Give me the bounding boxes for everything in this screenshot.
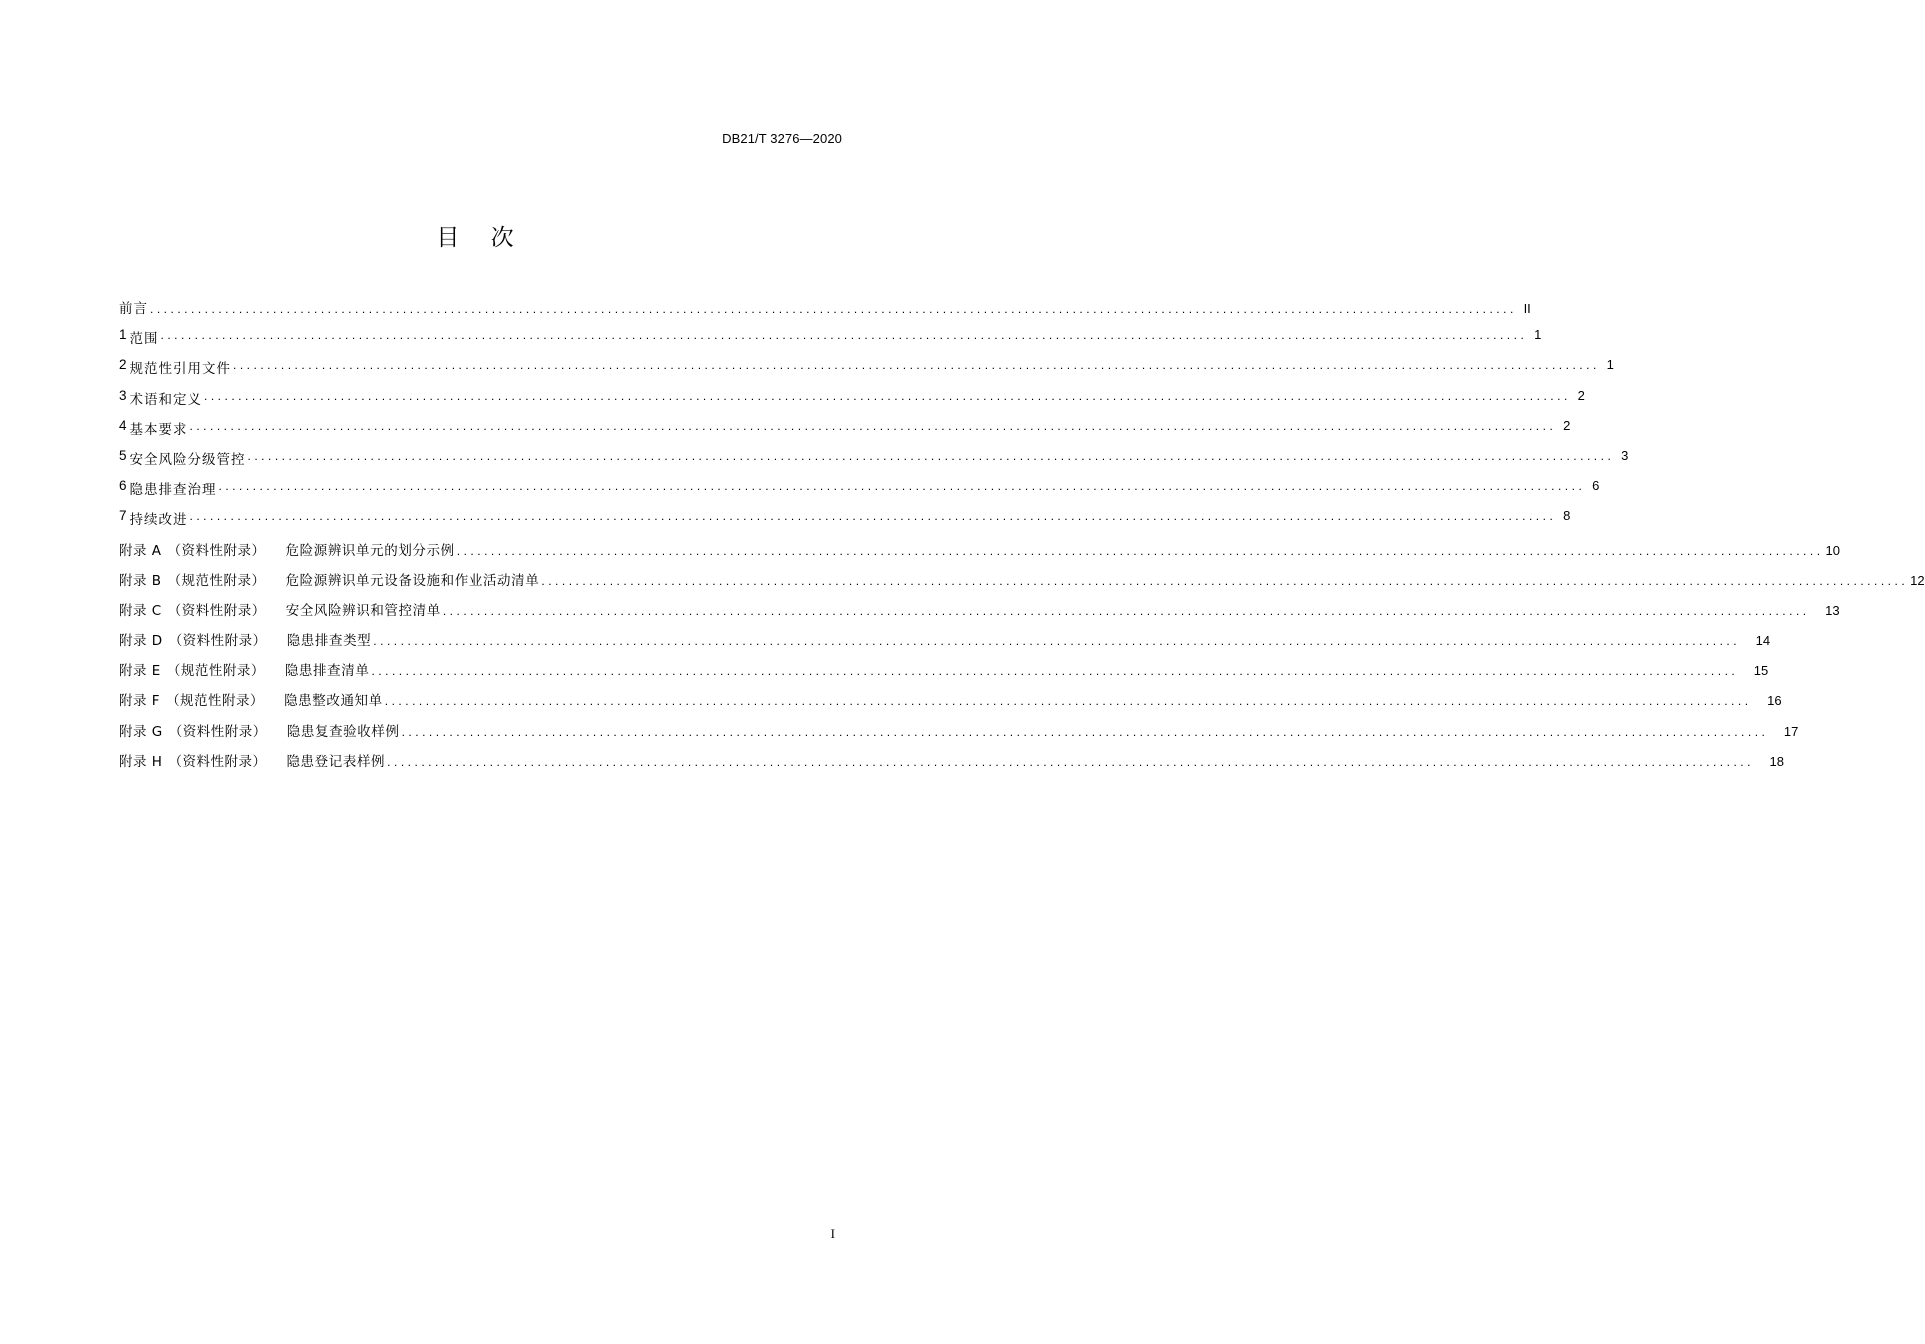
toc-entry-appendix-f[interactable] xyxy=(119,689,1782,719)
toc-entry-label: 基本要求 xyxy=(129,421,188,438)
appendix-prefix: 附录 B xyxy=(119,572,162,589)
toc-entry-appendix-h[interactable] xyxy=(119,750,1784,780)
toc-entry-appendix-a[interactable] xyxy=(119,539,1840,569)
appendix-category: （资料性附录） xyxy=(167,542,266,559)
dot-leader: ........................................................................................................................................................................................................ xyxy=(401,724,1769,739)
toc-entry-hazard-governance[interactable] xyxy=(119,478,1600,508)
toc-entry-number: 4 xyxy=(119,417,127,433)
toc-entry-continuous-improvement[interactable] xyxy=(119,508,1571,538)
toc-entry-basic-requirements[interactable] xyxy=(119,417,1571,448)
dot-leader: ........................................................................................................................................................................................................ xyxy=(373,634,1741,649)
toc-entry-page: 16 xyxy=(1767,693,1782,709)
dot-leader: ........................................................................................................................................................................................................ xyxy=(189,509,1557,524)
table-of-contents xyxy=(119,297,1925,780)
dot-leader: ........................................................................................................................................................................................................ xyxy=(233,358,1600,373)
dot-leader: ........................................................................................................................................................................................................ xyxy=(247,448,1615,463)
dot-leader: ........................................................................................................................................................................................................ xyxy=(150,302,1517,316)
toc-entry-page: 14 xyxy=(1755,633,1771,649)
dot-leader: ........................................................................................................................................................................................................ xyxy=(442,603,1810,618)
toc-entry-label: 安全风险分级管控 xyxy=(129,451,246,468)
appendix-prefix: 附录 C xyxy=(119,602,162,619)
toc-entry-number: 3 xyxy=(119,387,127,403)
dot-leader: ........................................................................................................................................................................................................ xyxy=(160,328,1528,343)
toc-entry-terms-definitions[interactable] xyxy=(119,387,1585,418)
appendix-category: （资料性附录） xyxy=(168,723,267,740)
toc-entry-number: 5 xyxy=(119,447,127,463)
appendix-prefix: 附录 H xyxy=(119,753,163,770)
toc-entry-number: 6 xyxy=(119,478,127,494)
dot-leader: ........................................................................................................................................................................................................ xyxy=(189,418,1557,433)
toc-entry-page: 6 xyxy=(1592,478,1600,494)
appendix-title: 安全风险辨识和管控清单 xyxy=(285,602,441,619)
appendix-prefix: 附录 G xyxy=(119,723,163,740)
toc-entry-appendix-e[interactable] xyxy=(119,659,1769,689)
appendix-title: 隐患排查类型 xyxy=(286,633,372,650)
toc-entry-page: 1 xyxy=(1606,357,1614,373)
toc-title: 目 次 xyxy=(436,225,526,251)
toc-entry-label: 隐患排查治理 xyxy=(129,482,217,499)
toc-entry-label: 术语和定义 xyxy=(129,391,203,408)
toc-entry-page: 8 xyxy=(1563,508,1571,524)
appendix-title: 隐患登记表样例 xyxy=(286,753,386,770)
appendix-title: 危险源辨识单元设备设施和作业活动清单 xyxy=(285,572,540,589)
toc-entry-appendix-c[interactable] xyxy=(119,599,1840,629)
toc-entry-appendix-b[interactable] xyxy=(119,569,1925,599)
page-number: I xyxy=(830,1226,835,1241)
appendix-prefix: 附录 E xyxy=(119,663,161,680)
toc-entry-label: 规范性引用文件 xyxy=(129,361,232,378)
toc-entry-risk-control[interactable] xyxy=(119,447,1629,478)
toc-entry-appendix-d[interactable] xyxy=(119,629,1771,659)
toc-entry-page: 18 xyxy=(1769,753,1784,769)
dot-leader: ........................................................................................................................................................................................................ xyxy=(384,694,1752,709)
appendix-title: 隐患复查验收样例 xyxy=(286,723,400,740)
appendix-title: 隐患整改通知单 xyxy=(284,693,383,710)
dot-leader: ........................................................................................................................................................................................................ xyxy=(387,754,1754,769)
toc-entry-label: 范围 xyxy=(129,331,159,348)
toc-entry-number: 7 xyxy=(119,508,127,524)
toc-entry-page: 17 xyxy=(1783,723,1799,739)
appendix-category: （规范性附录） xyxy=(167,572,266,589)
appendix-category: （资料性附录） xyxy=(168,753,267,770)
appendix-title: 隐患排查清单 xyxy=(284,663,370,680)
toc-entry-number: 2 xyxy=(119,357,127,373)
toc-entry-foreword[interactable] xyxy=(119,297,1531,327)
toc-entry-page: 1 xyxy=(1534,327,1542,343)
dot-leader: ........................................................................................................................................................................................................ xyxy=(218,479,1586,494)
appendix-title: 危险源辨识单元的划分示例 xyxy=(285,542,455,559)
toc-entry-page: 3 xyxy=(1621,447,1629,463)
appendix-category: （资料性附录） xyxy=(167,602,266,619)
dot-leader: ........................................................................................................................................................................................................ xyxy=(371,664,1739,679)
dot-leader: ........................................................................................................................................................................................................ xyxy=(204,388,1571,403)
appendix-prefix: 附录 D xyxy=(119,633,163,650)
toc-entry-appendix-g[interactable] xyxy=(119,720,1799,750)
appendix-category: （规范性附录） xyxy=(166,693,265,710)
toc-entry-page: II xyxy=(1523,301,1531,316)
appendix-prefix: 附录 A xyxy=(119,542,162,559)
toc-entry-normative-references[interactable] xyxy=(119,357,1614,387)
toc-entry-number: 1 xyxy=(119,327,127,343)
toc-entry-page: 10 xyxy=(1825,542,1840,558)
dot-leader: ........................................................................................................................................................................................................ xyxy=(456,543,1824,558)
toc-entry-page: 13 xyxy=(1825,602,1840,618)
toc-entry-page: 15 xyxy=(1753,663,1769,679)
appendix-prefix: 附录 F xyxy=(119,693,161,710)
toc-entry-scope[interactable] xyxy=(119,327,1542,357)
toc-entry-label: 前言 xyxy=(119,301,148,317)
toc-entry-label: 持续改进 xyxy=(129,512,188,529)
appendix-category: （规范性附录） xyxy=(166,663,265,680)
toc-entry-page: 2 xyxy=(1577,387,1585,403)
toc-entry-page: 2 xyxy=(1563,417,1571,433)
appendix-category: （资料性附录） xyxy=(168,633,267,650)
dot-leader: ........................................................................................................................................................................................................ xyxy=(541,573,1909,588)
toc-entry-page: 12 xyxy=(1910,572,1925,588)
document-code: DB21/T 3276—2020 xyxy=(722,131,842,146)
